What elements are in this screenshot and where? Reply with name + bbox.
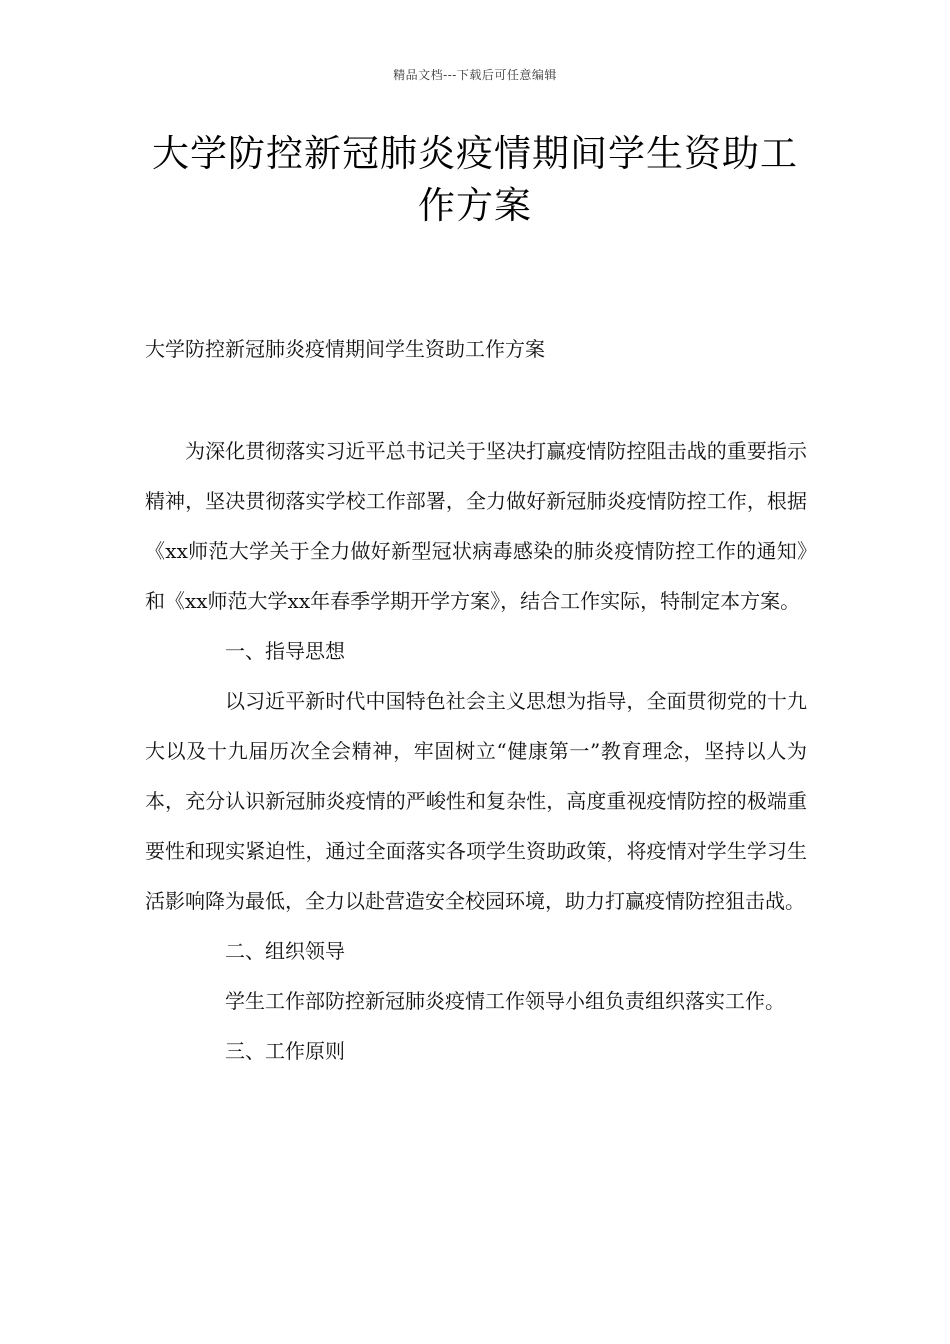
intro-paragraph: 为深化贯彻落实习近平总书记关于坚决打赢疫情防控阻击战的重要指示精神，坚决贯彻落实学校工作部署，全力做好新冠肺炎疫情防控工作，根据《xx师范大学关于全力做好新型冠状病毒感染的肺炎疫情防控工作的通知》和《xx师范大学xx年春季学期开学方案》，结合工作实际，特制定本方案。: [145, 439, 807, 613]
section-heading-guiding-ideology: 一、指导思想: [225, 639, 345, 663]
section-heading-work-principles: 三、工作原则: [225, 1039, 345, 1063]
header-note: 精品文档---下载后可任意编辑: [393, 68, 557, 82]
section-heading-organization: 二、组织领导: [225, 939, 345, 963]
document-body: [145, 426, 807, 1076]
guiding-ideology-paragraph: 以习近平新时代中国特色社会主义思想为指导，全面贯彻党的十九大以及十九届历次全会精神，牢固树立“健康第一”教育理念，坚持以人为本，充分认识新冠肺炎疫情的严峻性和复杂性，高度重视疫情防控的极端重要性和现实紧迫性，通过全面落实各项学生资助政策，将疫情对学生学习生活影响降为最低，全力以赴营造安全校园环境，助力打赢疫情防控狙击战。: [145, 689, 807, 913]
document-subtitle: 大学防控新冠肺炎疫情期间学生资助工作方案: [145, 337, 545, 361]
document-title: 大学防控新冠肺炎疫情期间学生资助工作方案: [152, 132, 798, 227]
organization-paragraph: 学生工作部防控新冠肺炎疫情工作领导小组负责组织落实工作。: [225, 989, 785, 1013]
